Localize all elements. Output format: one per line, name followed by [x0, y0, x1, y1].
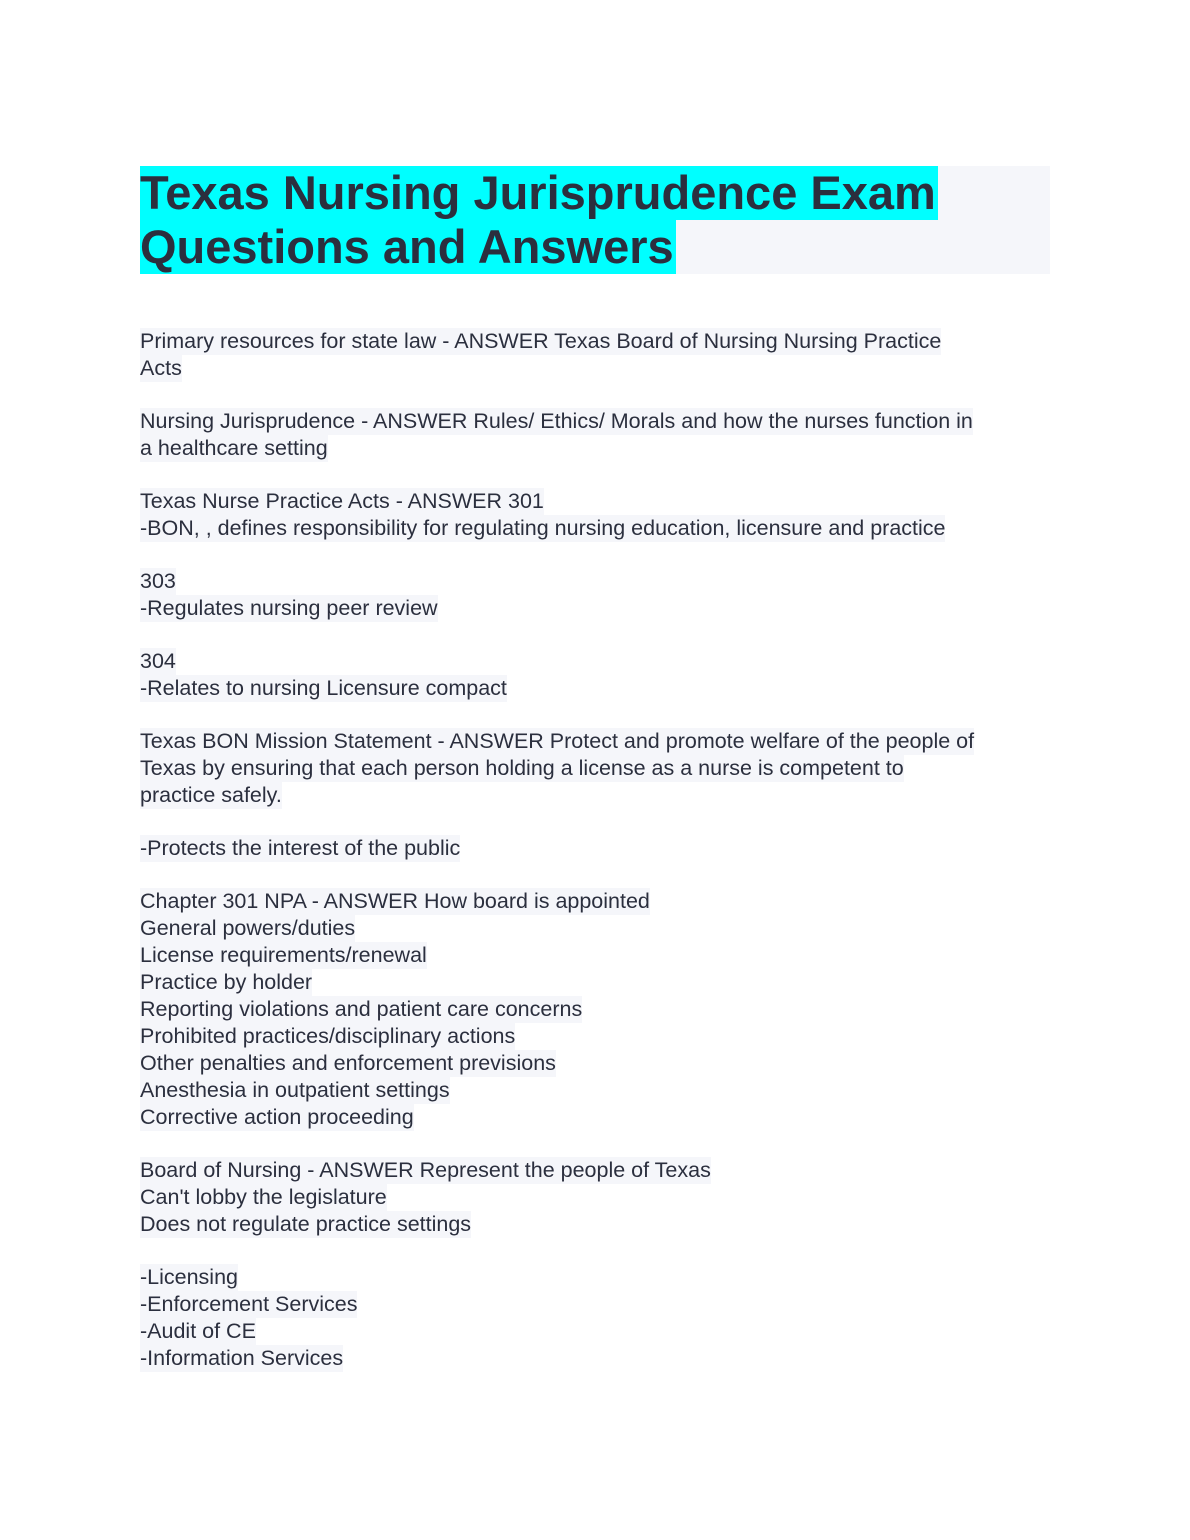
text-line: Chapter 301 NPA - ANSWER How board is appointed: [140, 889, 650, 913]
text-line: Practice by holder: [140, 970, 313, 994]
title-block: [140, 166, 1050, 274]
qa-paragraph: [140, 1264, 1060, 1372]
text-line: Primary resources for state law - ANSWER Texas Board of Nursing Nursing Practice: [140, 329, 942, 353]
text-line: Reporting violations and patient care concerns: [140, 997, 583, 1021]
text-line: 303: [140, 569, 176, 593]
text-line: Corrective action proceeding: [140, 1105, 414, 1129]
text-line: Acts: [140, 356, 182, 380]
text-line: practice safely.: [140, 783, 282, 807]
text-line: -Audit of CE: [140, 1319, 256, 1343]
qa-paragraph: [140, 1157, 1060, 1238]
text-line: General powers/duties: [140, 916, 356, 940]
qa-paragraph: [140, 408, 1060, 462]
qa-paragraph: [140, 835, 1060, 862]
text-line: Does not regulate practice settings: [140, 1212, 472, 1236]
qa-paragraph: [140, 648, 1060, 702]
text-line: Prohibited practices/disciplinary actions: [140, 1024, 516, 1048]
text-line: -Relates to nursing Licensure compact: [140, 676, 507, 700]
text-line: 304: [140, 649, 176, 673]
text-line: License requirements/renewal: [140, 943, 427, 967]
document-body: [140, 328, 1060, 1398]
document-title-line-2: Questions and Answers: [140, 220, 674, 273]
qa-paragraph: [140, 728, 1060, 809]
text-line: Board of Nursing - ANSWER Represent the people of Texas: [140, 1158, 711, 1182]
text-line: Nursing Jurisprudence - ANSWER Rules/ Ethics/ Morals and how the nurses function in: [140, 409, 973, 433]
text-line: -Information Services: [140, 1346, 344, 1370]
qa-paragraph: [140, 568, 1060, 622]
text-line: Other penalties and enforcement previsions: [140, 1051, 556, 1075]
text-line: -Enforcement Services: [140, 1292, 358, 1316]
qa-paragraph: [140, 328, 1060, 382]
qa-paragraph: [140, 488, 1060, 542]
text-line: -Protects the interest of the public: [140, 836, 461, 860]
text-line: -Regulates nursing peer review: [140, 596, 438, 620]
text-line: Anesthesia in outpatient settings: [140, 1078, 450, 1102]
text-line: Texas by ensuring that each person holding a license as a nurse is competent to: [140, 756, 904, 780]
text-line: Texas BON Mission Statement - ANSWER Protect and promote welfare of the people of: [140, 729, 975, 753]
text-line: -BON, , defines responsibility for regulating nursing education, licensure and practice: [140, 516, 946, 540]
text-line: a healthcare setting: [140, 436, 328, 460]
document-title-line-1: Texas Nursing Jurisprudence Exam: [140, 166, 936, 219]
text-line: Texas Nurse Practice Acts - ANSWER 301: [140, 489, 544, 513]
text-line: Can't lobby the legislature: [140, 1185, 387, 1209]
qa-paragraph: [140, 888, 1060, 1131]
text-line: -Licensing: [140, 1265, 238, 1289]
